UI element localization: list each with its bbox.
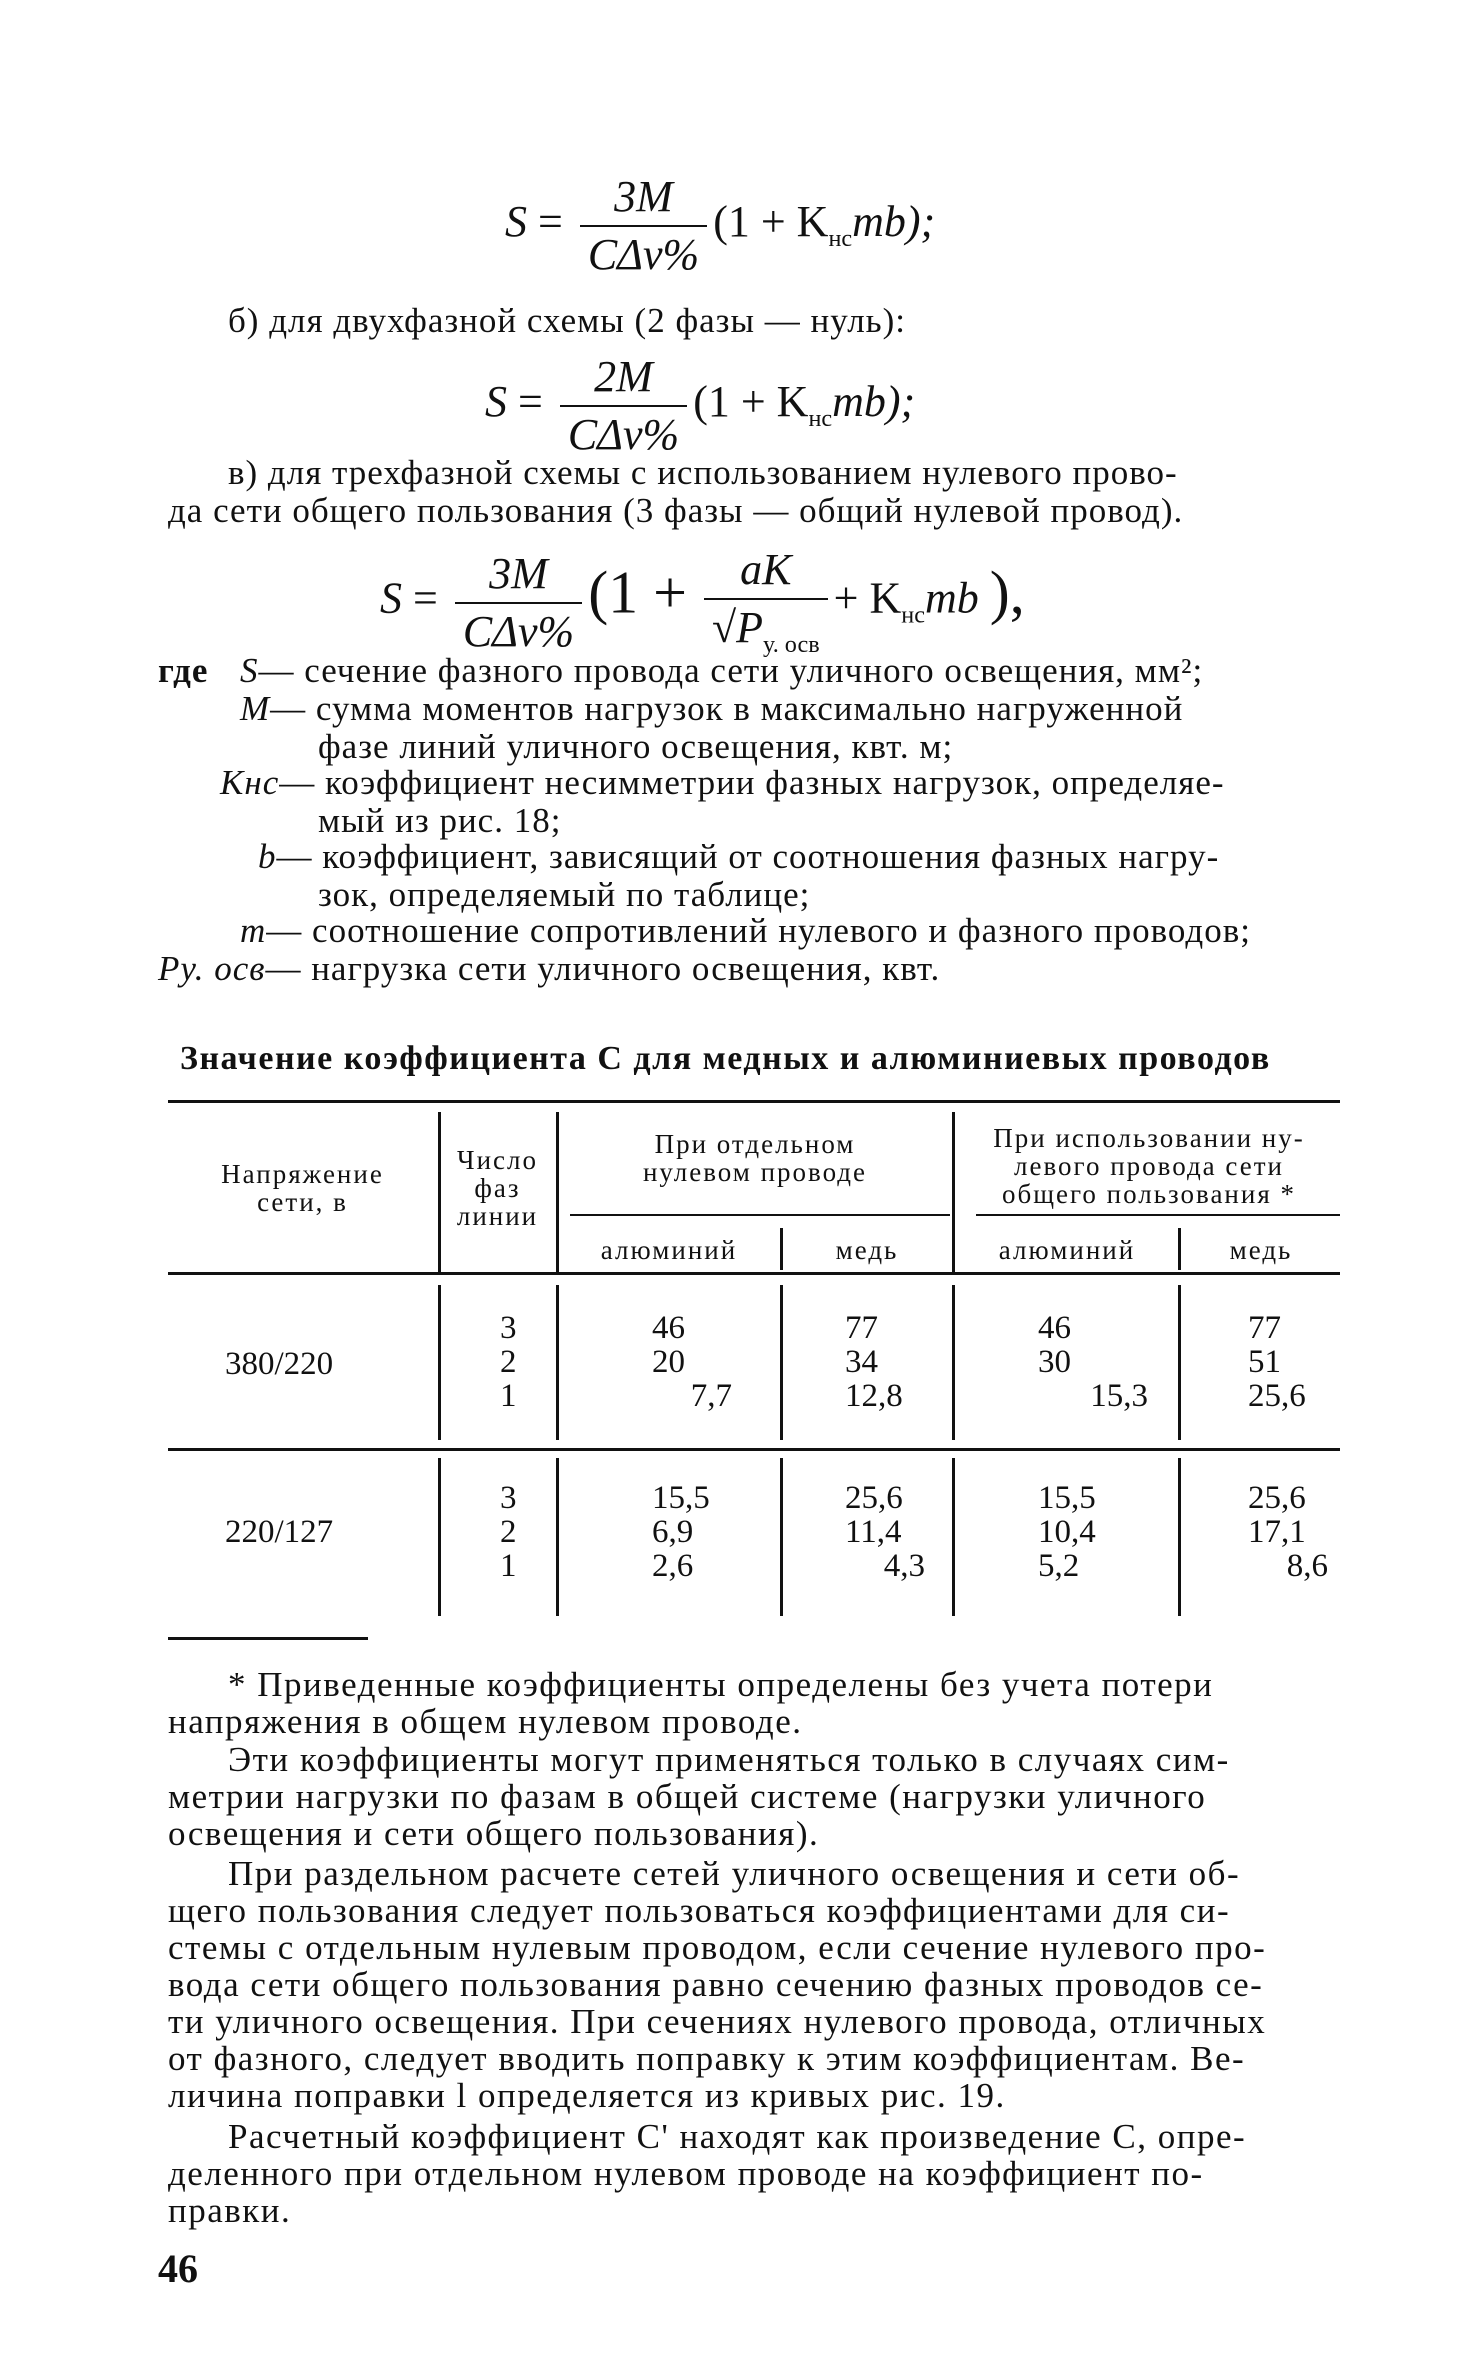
table-cell: 25,6 [1248,1378,1306,1414]
col-rule [556,1112,559,1272]
fraction-denominator: CΔv% [580,225,707,277]
row-shared-copper [1248,1481,1328,1583]
definition-symbol: M [240,689,271,728]
scheme-c-label-line2: да сети общего пользования (3 фазы — общий нулевой провод). [168,491,1184,530]
definition-symbol: m [240,911,267,950]
formula-a [505,172,936,279]
fraction-numerator: 3M [489,548,548,598]
row-phases [500,1311,517,1413]
footnote-rule [168,1637,368,1640]
subheader-rule-right [976,1214,1340,1216]
table-cell: 1 [500,1548,517,1584]
header-aluminium: алюминий [600,1235,738,1265]
fraction [455,548,582,656]
formula-subscript: у. осв [763,630,820,658]
text-line: освещения и сети общего пользования). [168,1814,820,1853]
header-line: Число [457,1145,538,1175]
footnote-paragraph-2 [168,1741,1340,1852]
row-shared-aluminium [1038,1311,1148,1413]
row-shared-aluminium [1038,1481,1148,1583]
col-rule [1178,1285,1181,1440]
text-line: от фазного, следует вводить поправку к этим коэффициентам. Ве- [168,2039,1246,2078]
row-phases [500,1481,517,1583]
formula-term: mb); [832,377,916,427]
row-separate-copper [845,1311,925,1413]
equals-sign: = [538,197,563,247]
definition-m [240,690,1183,728]
row-separate-aluminium [652,1481,732,1583]
formula-open-paren: (1 + [588,559,688,626]
fraction-numerator: 3M [614,172,673,221]
header-line: линии [456,1201,539,1231]
table-cell: 11,4 [845,1514,902,1550]
table-cell: 15,5 [652,1480,710,1516]
definition-symbol: b [258,837,277,876]
table-cell: 46 [652,1310,685,1346]
header-phases [441,1146,554,1230]
table-cell: 10,4 [1038,1514,1096,1550]
table-cell: 15,3 [1090,1378,1148,1414]
col-rule [1178,1228,1181,1270]
table-cell: 77 [845,1310,878,1346]
definition-text: — коэффициент несимметрии фазных нагрузок, определяе- [279,763,1225,802]
definition-knc [220,764,1225,802]
definition-text: — сечение фазного провода сети уличного освещения, мм²; [258,651,1204,690]
text-line: вода сети общего пользования равно сечению фазных проводов се- [168,1965,1264,2004]
equals-sign: = [518,377,543,427]
equals-sign: = [413,573,438,623]
definition-s [240,652,1203,690]
formula-lhs: S [380,573,402,623]
formula-c [380,545,1025,658]
table-cell: 12,8 [845,1378,903,1414]
body-paragraph-2 [168,2118,1340,2229]
table-cell: 6,9 [652,1514,694,1550]
row-shared-copper [1248,1311,1328,1413]
col-rule [438,1458,441,1616]
formula-term: (1 + K [713,197,829,247]
header-separate-neutral [560,1130,950,1186]
header-line: При отдельном [654,1129,856,1159]
formula-close-paren: ), [989,559,1025,626]
formula-term: + K [833,573,902,623]
header-line: сети, в [257,1187,348,1217]
table-cell: 20 [652,1344,685,1380]
formula-lhs: S [505,197,527,247]
inner-denominator [704,598,828,657]
root-term: √P [712,603,764,652]
text-line: правки. [168,2191,292,2230]
formula-term: mb [924,573,979,623]
table-cell: 30 [1038,1344,1071,1380]
fraction [560,352,687,459]
definition-text: — соотношение сопротивлений нулевого и фазного проводов; [266,911,1251,950]
formula-subscript: нс [828,224,853,252]
inner-numerator: aK [740,545,792,594]
table-cell: 15,5 [1038,1480,1096,1516]
text-line: Расчетный коэффициент C' находят как произведение C, опре- [228,2117,1247,2156]
header-shared-neutral [958,1124,1340,1208]
formula-term: mb); [852,197,936,247]
definition-text-cont: мый из рис. 18; [318,801,562,840]
table-cell: 7,7 [690,1378,732,1414]
header-copper: медь [1229,1235,1293,1265]
header-line: Напряжение [221,1159,384,1189]
col-rule [1178,1458,1181,1616]
formula-subscript: нс [808,404,833,432]
row-separate-copper [845,1481,925,1583]
table-cell: 5,2 [1038,1548,1080,1584]
row-voltage: 220/127 [225,1514,334,1550]
row-separate-aluminium [652,1311,732,1413]
header-line: левого провода сети [1014,1151,1284,1181]
text-line: напряжения в общем нулевом проводе. [168,1702,803,1741]
footnote-paragraph [168,1666,1340,1740]
col-rule [780,1458,783,1616]
fraction-numerator: 2M [594,352,653,401]
definition-symbol: Kнс [220,763,280,802]
definition-symbol: S [240,651,259,690]
scheme-b-label: б) для двухфазной схемы (2 фазы — нуль): [228,301,906,340]
text-line: ти уличного освещения. При сечениях нулевого провода, отличных [168,2002,1267,2041]
definition-lead [158,652,208,690]
header-line: При использовании ну- [993,1123,1305,1153]
text-line: Эти коэффициенты могут применяться только в случаях сим- [228,1740,1230,1779]
table-cell: 1 [500,1378,517,1414]
table-cell: 25,6 [845,1480,903,1516]
inner-fraction [704,545,828,658]
definition-text: — нагрузка сети уличного освещения, квт. [265,949,941,988]
header-voltage [170,1160,435,1216]
definition-text: — сумма моментов нагрузок в максимально нагруженной [270,689,1184,728]
header-line: общего пользования * [1002,1179,1296,1209]
text-line: метрии нагрузки по фазам в общей системе (нагрузки уличного [168,1777,1207,1816]
text-line: личина поправки l определяется из кривых рис. 19. [168,2076,1006,2115]
table-cell: 46 [1038,1310,1071,1346]
body-paragraph [168,1855,1340,2114]
formula-term: (1 + K [693,377,809,427]
table-cell: 2 [500,1514,517,1550]
definition-text-cont: фазе линий уличного освещения, квт. м; [318,727,954,766]
header-aluminium: алюминий [998,1235,1136,1265]
col-rule [780,1228,783,1270]
table-cell: 2 [500,1344,517,1380]
text-line: деленного при отдельном нулевом проводе на коэффициент по- [168,2154,1204,2193]
fraction [580,172,707,279]
page-number: 46 [158,2246,198,2291]
col-rule [556,1458,559,1616]
text-line: При раздельном расчете сетей уличного освещения и сети об- [228,1854,1241,1893]
table-cell: 51 [1248,1344,1281,1380]
definition-m-ratio [240,912,1251,950]
text-line: * Приведенные коэффициенты определены без учета потери [228,1665,1214,1704]
table-cell: 25,6 [1248,1480,1306,1516]
group-separator-rule [168,1448,1340,1451]
definition-lead-word: где [158,651,209,690]
table-cell: 2,6 [652,1548,694,1584]
table-cell: 8,6 [1286,1548,1328,1584]
table-title: Значение коэффициента С для медных и алюминиевых проводов [180,1040,1271,1077]
table-top-rule [168,1100,1340,1103]
table-cell: 77 [1248,1310,1281,1346]
formula-lhs: S [485,377,507,427]
definition-text-cont: зок, определяемый по таблице; [318,875,811,914]
col-rule [438,1285,441,1440]
fraction-denominator: CΔv% [560,405,687,457]
scheme-c-label-line1: в) для трехфазной схемы с использованием нулевого прово- [228,453,1178,492]
definition-p [158,950,940,988]
definition-b [258,838,1219,876]
definition-text: — коэффициент, зависящий от соотношения фазных нагру- [276,837,1220,876]
header-copper: медь [835,1235,899,1265]
header-line: нулевом проводе [642,1157,868,1187]
subheader-rule-left [570,1214,950,1216]
header-line: фаз [474,1173,521,1203]
col-rule [556,1285,559,1440]
formula-b [485,352,916,459]
text-line: стемы с отдельным нулевым проводом, если сечение нулевого про- [168,1928,1267,1967]
table-cell: 17,1 [1248,1514,1306,1550]
col-rule [952,1458,955,1616]
formula-subscript: нс [901,601,925,629]
table-cell: 3 [500,1480,517,1516]
text-line: щего пользования следует пользоваться коэффициентами для си- [168,1891,1231,1930]
table-cell: 3 [500,1310,517,1346]
table-cell: 34 [845,1344,878,1380]
col-rule [952,1285,955,1440]
table-cell: 4,3 [883,1548,925,1584]
col-rule [780,1285,783,1440]
definition-symbol: Pу. осв [158,949,266,988]
fraction-denominator: CΔv% [455,602,582,654]
header-bottom-rule [168,1272,1340,1275]
row-voltage: 380/220 [225,1346,334,1382]
col-rule [952,1112,955,1272]
